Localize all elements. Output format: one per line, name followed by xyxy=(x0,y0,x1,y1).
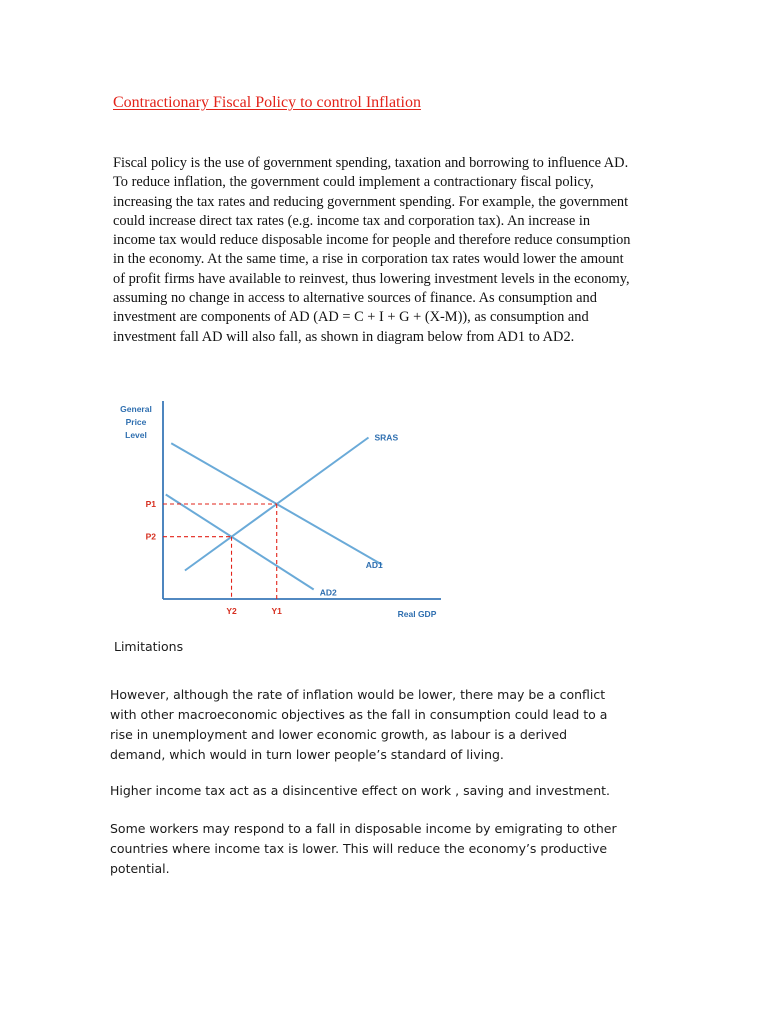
emigration-paragraph xyxy=(110,819,617,879)
intro-line: in the economy. At the same time, a rise in corporation tax rates would lower the amount xyxy=(113,251,624,268)
ad2-curve xyxy=(166,495,314,590)
intro-line: assuming no change in access to alternative sources of finance. As consumption and xyxy=(113,290,597,307)
intro-line: investment are components of AD (AD = C + I + G + (X-M)), as consumption and xyxy=(113,309,589,326)
paragraph-line: potential. xyxy=(110,861,170,876)
limitations-heading: Limitations xyxy=(114,639,184,654)
paragraph-line: with other macroeconomic objectives as the fall in consumption could lead to a xyxy=(110,707,608,722)
intro-line: investment fall AD will also fall, as shown in diagram below from AD1 to AD2. xyxy=(113,328,575,345)
ad1-label: AD1 xyxy=(365,559,383,570)
intro-paragraph xyxy=(113,154,673,347)
p2-label: P2 xyxy=(145,531,156,542)
paragraph-line: However, although the rate of inflation would be lower, there may be a conflict xyxy=(110,687,606,702)
y-axis-label: Level xyxy=(125,430,147,440)
paragraph-line: demand, which would in turn lower people’s standard of living. xyxy=(110,747,504,762)
p1-label: P1 xyxy=(145,499,156,509)
paragraph-line: Higher income tax act as a disincentive effect on work , saving and investment. xyxy=(110,783,611,798)
sras-label: SRAS xyxy=(374,432,399,443)
y-axis-label: Price xyxy=(125,417,147,427)
paragraph-line: rise in unemployment and lower economic growth, as labour is a derived xyxy=(110,727,568,742)
paragraph-line: Some workers may respond to a fall in disposable income by emigrating to other xyxy=(110,821,617,836)
intro-line: increasing the tax rates and reducing government spending. For example, the government xyxy=(113,193,629,210)
y2-label: Y2 xyxy=(226,606,237,616)
conflict-paragraph xyxy=(110,685,607,765)
intro-line: Fiscal policy is the use of government spending, taxation and borrowing to influence AD. xyxy=(113,155,629,171)
intro-line: To reduce inflation, the government could implement a contractionary fiscal policy, xyxy=(113,174,594,191)
disincentive-paragraph xyxy=(110,781,610,801)
document-title: Contractionary Fiscal Policy to control Inflation xyxy=(113,94,421,111)
intro-line: of profit firms have available to reinvest, thus lowering investment levels in the economy, xyxy=(113,270,630,287)
y1-label: Y1 xyxy=(271,606,282,616)
paragraph-line: countries where income tax is lower. This will reduce the economy’s productive xyxy=(110,841,608,856)
ad-as-diagram xyxy=(100,392,450,632)
y-axis-label: General xyxy=(120,404,152,414)
ad2-label: AD2 xyxy=(319,587,337,598)
intro-line: could increase direct tax rates (e.g. income tax and corporation tax). An increase in xyxy=(113,212,591,229)
intro-line: income tax would reduce disposable income for people and therefore reduce consumption xyxy=(113,232,631,249)
x-axis-label: Real GDP xyxy=(397,609,437,619)
